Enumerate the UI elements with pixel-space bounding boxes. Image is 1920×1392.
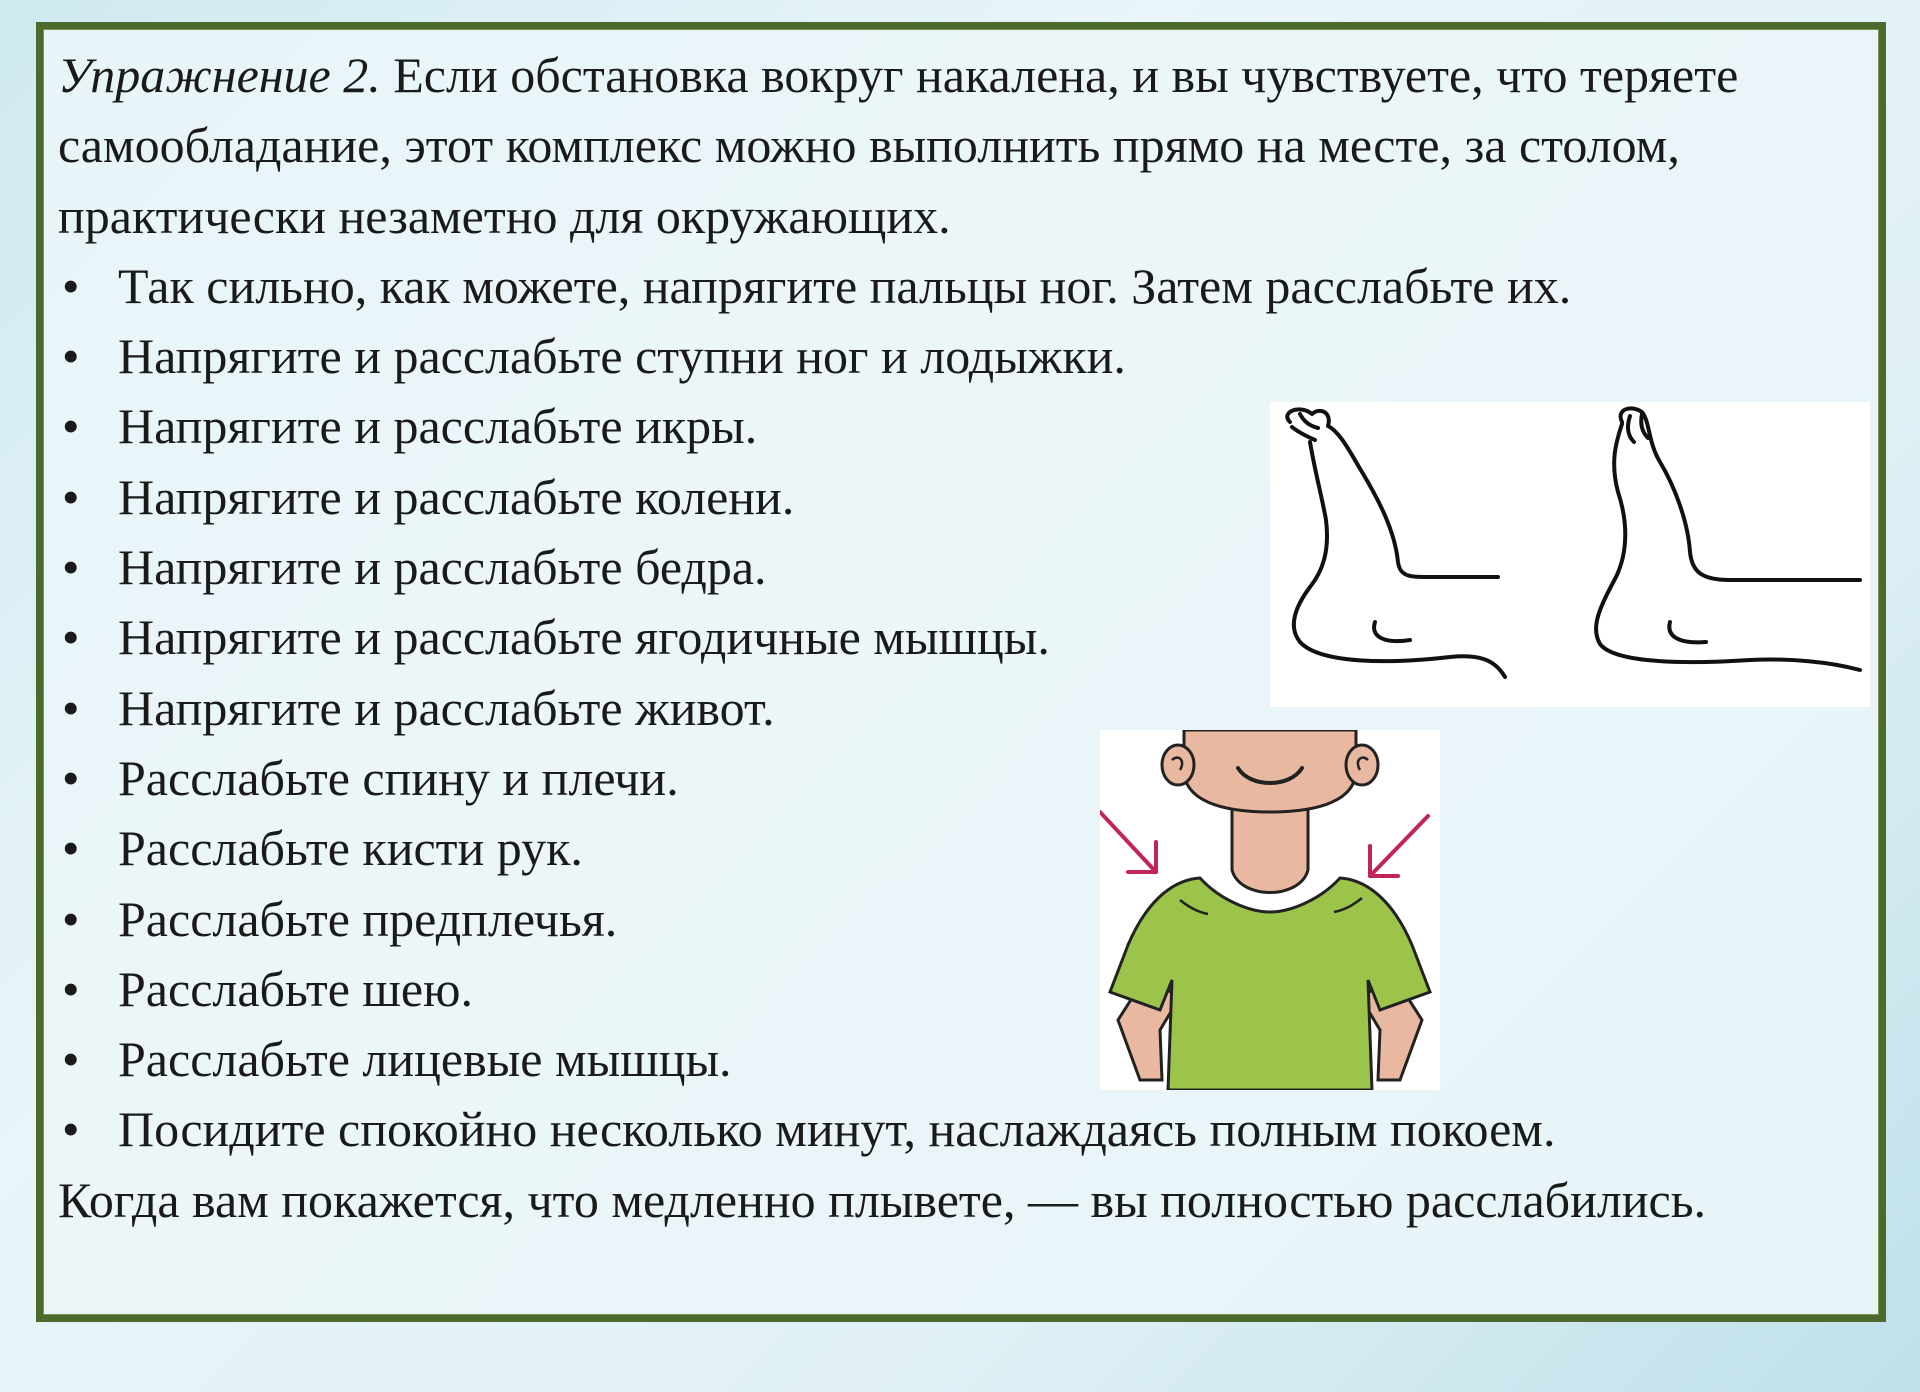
list-item: [58, 1024, 1858, 1094]
step-text: Напрягите и расслабьте живот.: [118, 679, 775, 736]
feet-illustration: [1270, 402, 1870, 707]
bullet: •: [62, 820, 80, 877]
bullet: •: [62, 749, 80, 806]
list-item: [58, 321, 1858, 391]
outro-paragraph: Когда вам покажется, что медленно плывете, — вы полностью расслабились.: [58, 1171, 1707, 1228]
step-text: Напрягите и расслабьте ступни ног и лодыжки.: [118, 328, 1126, 385]
step-text: Напрягите и расслабьте ягодичные мышцы.: [118, 609, 1050, 666]
list-item: [58, 251, 1858, 321]
bullet: •: [62, 398, 80, 455]
list-item: [58, 884, 1858, 954]
step-text: Расслабьте лицевые мышцы.: [118, 1031, 732, 1088]
feet-drawing: [1270, 402, 1870, 707]
steps-list: [58, 251, 1858, 1165]
step-text: Расслабьте шею.: [118, 960, 473, 1017]
list-item: [58, 813, 1858, 883]
person-illustration: [1100, 730, 1440, 1090]
step-text: Напрягите и расслабьте икры.: [118, 398, 758, 455]
intro-paragraph: [58, 40, 1858, 251]
exercise-title: Упражнение 2.: [58, 47, 381, 103]
bullet: •: [62, 1031, 80, 1088]
intro-text: Если обстановка вокруг накалена, и вы чувствуете, что теряете самообладание, этот комплекс можно выполнить прямо на месте, за столом, практически незаметно для окружающих.: [58, 47, 1739, 244]
bullet: •: [62, 257, 80, 314]
step-text: Расслабьте предплечья.: [118, 890, 618, 947]
bullet: •: [62, 1101, 80, 1158]
bullet: •: [62, 468, 80, 525]
bullet: •: [62, 960, 80, 1017]
bullet: •: [62, 328, 80, 385]
step-text: Расслабьте кисти рук.: [118, 820, 583, 877]
step-text: Так сильно, как можете, напрягите пальцы ног. Затем расслабьте их.: [118, 257, 1572, 314]
bullet: •: [62, 679, 80, 736]
step-text: Напрягите и расслабьте колени.: [118, 468, 795, 525]
step-text: Напрягите и расслабьте бедра.: [118, 539, 767, 596]
bullet: •: [62, 890, 80, 947]
bullet: •: [62, 539, 80, 596]
list-item: [58, 1094, 1858, 1164]
person-drawing: [1100, 730, 1440, 1090]
step-text: Расслабьте спину и плечи.: [118, 749, 679, 806]
list-item: [58, 954, 1858, 1024]
step-text: Посидите спокойно несколько минут, наслаждаясь полным покоем.: [118, 1101, 1556, 1158]
list-item: [58, 743, 1858, 813]
bullet: •: [62, 609, 80, 666]
